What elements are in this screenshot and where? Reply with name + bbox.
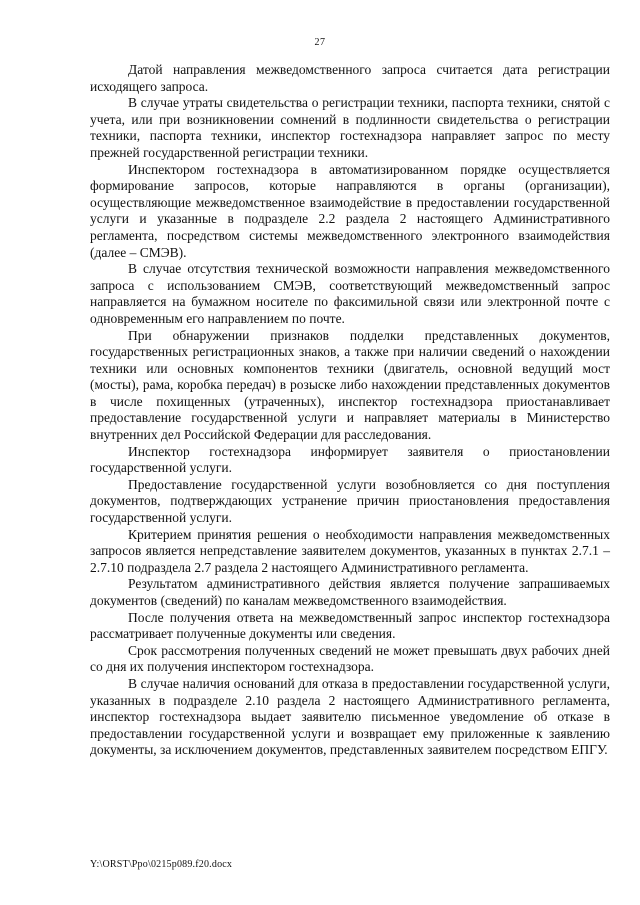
page-number: 27 [314,37,326,48]
paragraph: Результатом административного действия является получение запрашиваемых документов (сведений) по каналам межведомственного взаимодействия. [90,576,610,608]
paragraph: В случае отсутствия технической возможности направления межведомственного запроса с использованием СМЭВ, соответствующий межведомственный запрос направляется на бумажном носителе по факсимильной связи или электронной почте с одновременным его направлением по почте. [90,261,610,326]
paragraph: Срок рассмотрения полученных сведений не может превышать двух рабочих дней со дня их получения инспектором гостехнадзора. [90,642,610,675]
paragraph: При обнаружении признаков подделки представленных документов, государственных регистрационных знаков, а также при наличии сведений о нахождении техники или основных компонентов техники (двигатель, основной ведущий мост (мосты), рама, коробка передач) в розыске либо нахождении представленных документов в числе похищенных (утраченных), инспектор гостехнадзора приостанавливает предоставление государственной услуги и направляет материалы в Министерство внутренних дел Российской Федерации для расследования. [90,327,610,443]
paragraph: После получения ответа на межведомственный запрос инспектор гостехнадзора рассматривает полученные документы или сведения. [90,609,610,642]
paragraph: Датой направления межведомственного запроса считается дата регистрации исходящего запроса. [90,62,610,94]
footer-file-path: Y:\ORST\Ppo\0215p089.f20.docx [90,859,233,870]
document-body [90,62,610,759]
paragraph: Предоставление государственной услуги возобновляется со дня поступления документов, подтверждающих устранение причин приостановления предоставления государственной услуги. [90,476,610,526]
paragraph: В случае наличия оснований для отказа в предоставлении государственной услуги, указанных в подразделе 2.10 раздела 2 настоящего Административного регламента, инспектор гостехнадзора выдает заявителю письменное уведомление об отказе в предоставлении государственной услуги и возвращает ему приложенные к заявлению документы, за исключением документов, представленных заявителем посредством ЕПГУ. [90,675,610,758]
paragraph: Критерием принятия решения о необходимости направления межведомственных запросов является непредставление заявителем документов, указанных в пунктах 2.7.1 – 2.7.10 подраздела 2.7 раздела 2 настоящего Административного регламента. [90,526,610,575]
paragraph: Инспектор гостехнадзора информирует заявителя о приостановлении государственной услуги. [90,443,610,476]
paragraph: Инспектором гостехнадзора в автоматизированном порядке осуществляется формирование запросов, которые направляются в органы (организации), осуществляющие межведомственное взаимодействие в предоставлении государственной услуги и указанные в подразделе 2.2 раздела 2 настоящего Административного регламента, посредством системы межведомственного электронного взаимодействия (далее – СМЭВ). [90,161,610,260]
paragraph: В случае утраты свидетельства о регистрации техники, паспорта техники, снятой с учета, или при возникновении сомнений в подлинности свидетельства о регистрации техники, паспорта техники, инспектор гостехнадзора направляет запрос по месту прежней государственной регистрации техники. [90,95,610,160]
